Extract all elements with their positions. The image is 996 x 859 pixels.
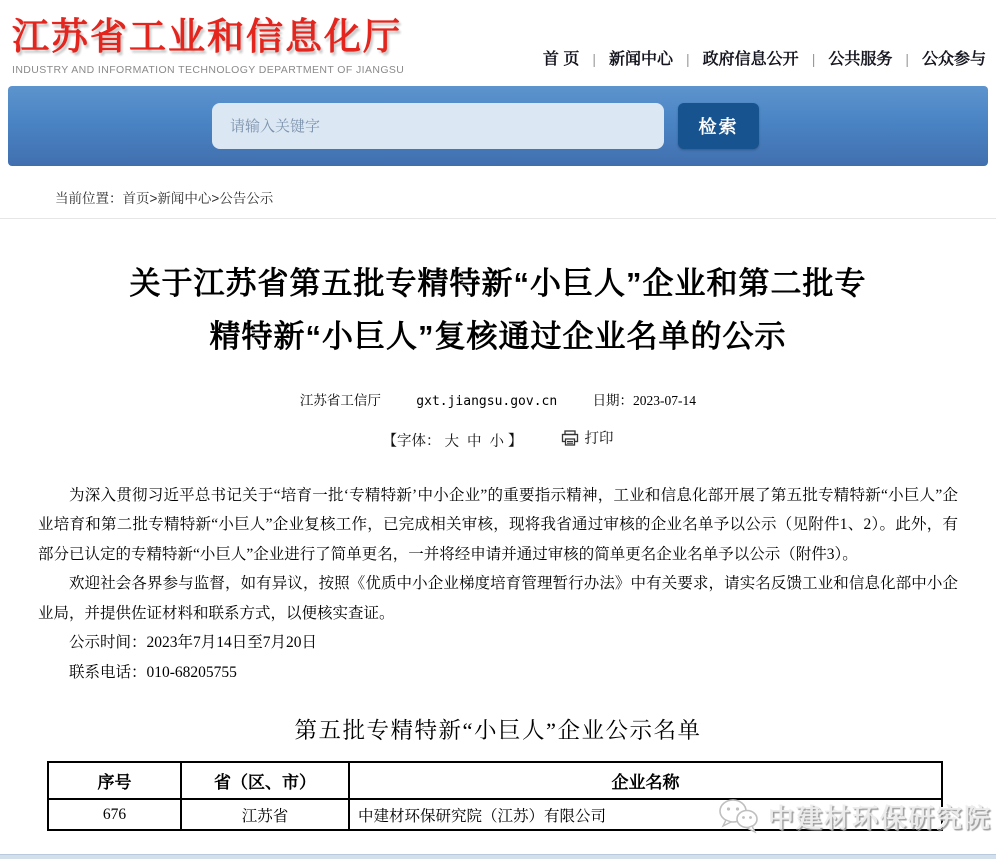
contact-phone: 联系电话：010-68205755 (69, 663, 237, 681)
table-title: 第五批专精特新“小巨人”企业公示名单 (294, 718, 702, 743)
company-list-table (47, 761, 943, 831)
page-title (0, 257, 996, 363)
breadcrumb-prefix: 当前位置： (55, 191, 123, 206)
paragraph: 为深入贯彻习近平总书记关于“培育一批‘专精特新’中小企业”的重要指示精神，工业和信息化部开展了第五批专精特新“小巨人”企业培育和第二批专精特新“小巨人”企业复核工作，已完成相关审核，现将我省通过审核的企业名单予以公示（见附件1、2）。此外，有部分已认定的专精特新“小巨人”企业进行了简单更名，一并将经申请并通过审核的简单更名企业名单予以公示（附件3）。 (38, 486, 958, 563)
nav-separator: | (592, 51, 597, 67)
font-size-medium-button[interactable]: 中 (466, 433, 482, 450)
col-header-company: 企业名称 (349, 762, 942, 799)
nav-separator: | (905, 51, 909, 67)
breadcrumb-path[interactable]: 首页>新闻中心>公告公示 (122, 191, 274, 206)
site-logo[interactable] (12, 6, 404, 76)
paragraph: 欢迎社会各界参与监督，如有异议，按照《优质中小企业梯度培育管理暂行办法》中有关要求，请实名反馈工业和信息化部中小企业局，并提供佐证材料和联系方式，以便核实查证。 (38, 575, 958, 622)
font-size-small-button[interactable]: 小 (489, 433, 504, 450)
col-header-province: 省（区、市） (181, 762, 349, 799)
nav-item-public-service[interactable]: 公共服务 (828, 51, 893, 68)
nav-item-home[interactable]: 首 页 (542, 51, 580, 68)
nav-separator: | (811, 51, 816, 67)
nav-item-participation[interactable]: 公众参与 (921, 51, 986, 68)
page-title-line2: 精特新“小巨人”复核通过企业名单的公示 (209, 319, 787, 354)
font-size-large-button[interactable]: 大 (444, 433, 459, 450)
nav-item-news[interactable]: 新闻中心 (609, 51, 674, 68)
search-input[interactable] (212, 103, 664, 149)
article-source: 江苏省工信厅 (299, 393, 381, 408)
page-title-line1: 关于江苏省第五批专精特新“小巨人”企业和第二批专 (129, 266, 867, 301)
cell-province: 江苏省 (181, 799, 349, 830)
article-date: 日期：2023-07-14 (592, 393, 697, 408)
nav-separator: | (686, 51, 690, 67)
logo-title: 江苏省工业和信息化厅 (12, 16, 402, 57)
article-meta (0, 389, 996, 409)
font-controls-close: 】 (507, 433, 523, 450)
logo-subtitle: INDUSTRY AND INFORMATION TECHNOLOGY DEPARTMENT OF JIANGSU (12, 64, 405, 76)
search-banner (8, 86, 988, 166)
printer-icon (561, 430, 579, 446)
cell-company: 中建材环保研究院（江苏）有限公司 (349, 799, 942, 830)
site-header (0, 0, 996, 86)
col-header-index: 序号 (48, 762, 181, 799)
top-navigation (543, 46, 986, 69)
footer-strip (0, 854, 996, 859)
watermark-text: 中建材环保研究院 (767, 802, 992, 833)
breadcrumb (0, 174, 996, 219)
font-controls-open: 【字体： (382, 433, 441, 450)
cell-index: 676 (48, 799, 181, 830)
table-header-row (48, 762, 942, 799)
print-label: 打印 (584, 431, 614, 447)
font-size-controls (0, 427, 996, 451)
publicity-period: 公示时间：2023年7月14日至7月20日 (69, 634, 318, 651)
print-button[interactable] (561, 427, 614, 448)
search-button[interactable]: 检索 (678, 103, 759, 149)
article-site-url: gxt.jiangsu.gov.cn (416, 394, 558, 409)
article-body (38, 481, 958, 688)
table-row (48, 799, 942, 830)
nav-item-gov-info[interactable]: 政府信息公开 (702, 51, 799, 68)
